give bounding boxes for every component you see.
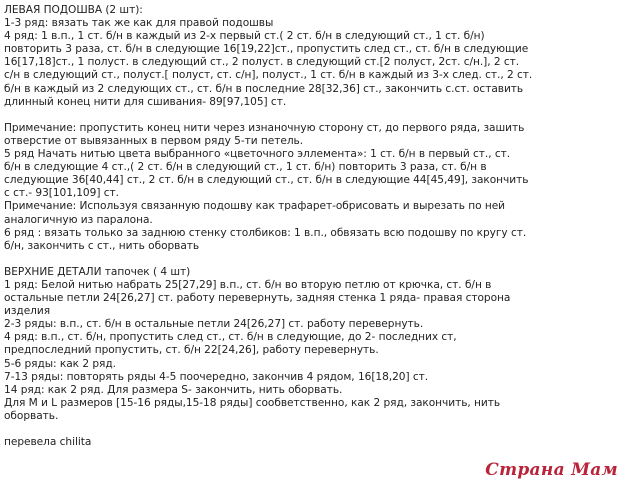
blank-line bbox=[4, 423, 622, 436]
text-line: 7-13 ряды: повторять ряды 4-5 поочередно, закончив 4 рядом, 16[18,20] ст. bbox=[4, 370, 429, 383]
translator-credit: перевела chilita bbox=[4, 436, 92, 449]
text-line: 16[17,18]ст., 1 полуст. в следующий ст., 2 полуст. в следующий ст.[2 полуст, 2ст. с/н.], 2 ст. bbox=[4, 56, 520, 69]
text-line: длинный конец нити для сшивания- 89[97,105] ст. bbox=[4, 95, 287, 108]
text-line: б/н, закончить с ст., нить оборвать bbox=[4, 239, 200, 252]
text-line: 4 ряд: в.п., ст. б/н, пропустить след ст., ст. б/н в следующие, до 2- последних ст, bbox=[4, 331, 457, 344]
text-line: 6 ряд : вязать только за заднюю стенку столбиков: 1 в.п., обвязать всю подошву по кругу ст. bbox=[4, 226, 527, 239]
text-line: с/н в следующий ст., полуст.[ полуст, ст. с/н], полуст., 1 ст. б/н в каждый из 3-х след. ст., 2 ст. bbox=[4, 69, 533, 82]
text-line: остальные петли 24[26,27] ст. работу перевернуть, задняя стенка 1 ряда- правая сторона bbox=[4, 292, 511, 305]
note-line: Примечание: пропустить конец нити через изнаночную сторону ст, до первого ряда, зашить bbox=[4, 121, 525, 134]
text-line: предпоследний пропустить, ст. б/н 22[24,26], работу перевернуть. bbox=[4, 344, 379, 357]
text-line: следующие 36[40,44] ст., 2 ст. б/н в следующий ст., ст. б/н в следующие 44[45,49], закончить bbox=[4, 174, 529, 187]
watermark-text: Страна Мам bbox=[485, 460, 618, 480]
text-line: б/н в каждый из 2 следующих ст., ст. б/н в последние 28[32,36] ст., закончить с.ст. оставить bbox=[4, 82, 524, 95]
text-line: 1 ряд: Белой нитью набрать 25[27,29] в.п., ст. б/н во вторую петлю от крючка, ст. б/н в bbox=[4, 278, 492, 291]
text-line: оборвать. bbox=[4, 409, 59, 422]
text-line: 5 ряд Начать нитью цвета выбранного «цветочного эллемента»: 1 ст. б/н в первый ст., ст. bbox=[4, 148, 511, 161]
text-line: 1-3 ряд: вязать так же как для правой подошвы bbox=[4, 17, 274, 30]
text-line: 2-3 ряды: в.п., ст. б/н в остальные петли 24[26,27] ст. работу перевернуть. bbox=[4, 318, 424, 331]
site-watermark-logo bbox=[485, 460, 618, 480]
text-line: повторить 3 раза, ст. б/н в следующие 16[19,22]ст., пропустить след ст., ст. б/н в следующие bbox=[4, 43, 529, 56]
note-line: отверстие от вывязанных в первом ряду 5-ти петель. bbox=[4, 134, 304, 147]
note-line: Примечание: Используя связанную подошву как трафарет-обрисовать и вырезать по ней bbox=[4, 200, 506, 213]
document-body bbox=[4, 4, 622, 449]
text-line: с ст.- 93[101,109] ст. bbox=[4, 187, 119, 200]
text-line: 14 ряд: как 2 ряд. Для размера S- закончить, нить оборвать. bbox=[4, 383, 343, 396]
note-line: аналогичную из паралона. bbox=[4, 213, 153, 226]
text-line: 5-6 ряды: как 2 ряд. bbox=[4, 357, 116, 370]
text-line: б/н в следующие 4 ст.,( 2 ст. б/н в следующий ст., 1 ст. б/н) повторить 3 раза, ст. б/н в bbox=[4, 161, 487, 174]
blank-line bbox=[4, 109, 622, 122]
section-title-left-sole: ЛЕВАЯ ПОДОШВА (2 шт): bbox=[4, 4, 143, 16]
blank-line bbox=[4, 253, 622, 266]
text-line: Для М и L размеров [15-16 ряды,15-18 ряды] сообветственно, как 2 ряд, закончить, нить bbox=[4, 396, 501, 409]
text-line: 4 ряд: 1 в.п., 1 ст. б/н в каждый из 2-х первый ст.( 2 ст. б/н в следующий ст., 1 ст. б/н) bbox=[4, 30, 485, 43]
section-title-upper-parts: ВЕРХНИЕ ДЕТАЛИ тапочек ( 4 шт) bbox=[4, 265, 191, 278]
text-line: изделия bbox=[4, 305, 51, 318]
